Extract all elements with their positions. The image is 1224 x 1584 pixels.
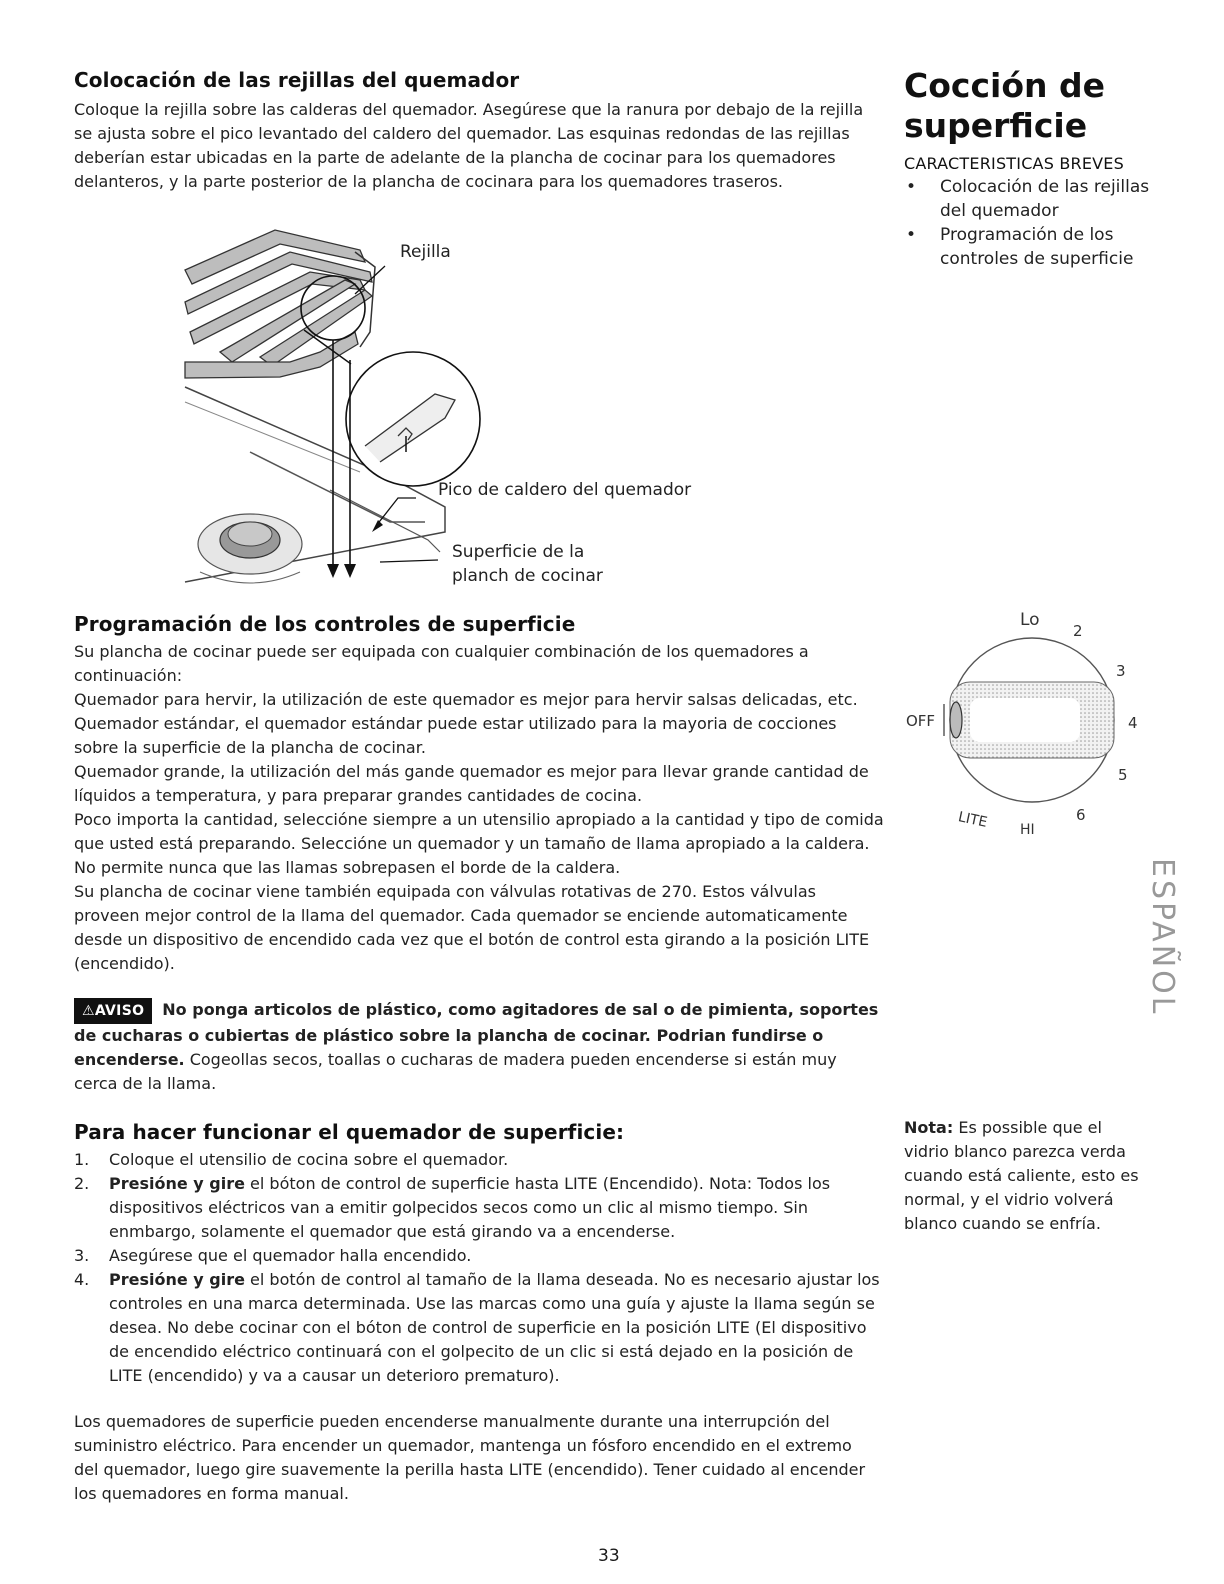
note-text: Es possible que el vidrio blanco parezca verda cuando está caliente, esto es normal, y el vidrio volverá blanco cuando se enfría. xyxy=(904,1118,1139,1233)
knob-label-5: 5 xyxy=(1118,766,1128,784)
note-block xyxy=(904,1116,1144,1236)
quick-features-list xyxy=(904,175,1154,271)
warning-icon: ⚠ xyxy=(82,1003,95,1019)
paragraph: Quemador estándar, el quemador estándar puede estar utilizado para la mayoria de cocciones sobre la superficie de la plancha de cocinar. xyxy=(74,714,837,757)
quick-features-heading: CARACTERISTICAS BREVES xyxy=(904,154,1124,173)
warning-block xyxy=(74,998,884,1096)
paragraph: Su plancha de cocinar viene también equipada con válvulas rotativas de 270. Estos válvulas proveen mejor control de la llama del quemador. Cada quemador se enciende automaticamente desde un dispositivo de encendido cada vez que el botón de control esta girando a la posición LITE (encendido). xyxy=(74,882,870,973)
knob-label-hi: HI xyxy=(1020,822,1035,838)
sidebar xyxy=(904,66,1204,271)
section-heading-surface-controls: Programación de los controles de superficie xyxy=(74,612,576,636)
list-item: 2. Presióne y gire el bóton de control de superficie hasta LITE (Encendido). Nota: Todos los dispositivos eléctricos van a emitir golpecidos secos como un clic al mismo tiempo. Sin enmbargo, solamente el quemador que está girando va a encenderse. xyxy=(74,1174,831,1241)
control-knob-diagram xyxy=(900,600,1160,840)
language-tab: ESPAÑOL xyxy=(1145,858,1180,1017)
paragraph: Poco importa la cantidad, seleccióne siempre a un utensilio apropiado a la cantidad y tipo de comida que usted está preparando. Seleccióne un quemador y un tamaño de llama apropiado a la caldera. No permite nunca que las llamas sobrepasen el borde de la caldera. xyxy=(74,810,884,877)
paragraph: Quemador grande, la utilización del más gande quemador es mejor para llevar grande cantidad de líquidos a temperatura, y para preparar grandes cantidades de cocina. xyxy=(74,762,869,805)
knob-label-off: OFF xyxy=(906,712,936,730)
grate-illustration xyxy=(180,222,740,594)
knob-label-6: 6 xyxy=(1076,806,1086,824)
label-burner-spout: Pico de caldero del quemador xyxy=(438,480,692,500)
grate-diagram xyxy=(180,222,740,594)
knob-label-lite: LITE xyxy=(956,809,989,831)
list-item: 4. Presióne y gire el botón de control al tamaño de la llama deseada. No es necesario ajustar los controles en una marca determinada. Use las marcas como una guía y ajuste la llama según se desea. No debe cocinar con el bóton de control de superficie en la posición LITE (El dispositivo de encendido eléctrico continuará con el golpecito de un clic si está dejado en la posición de LITE (encendido) y va a causar un deterioro prematuro). xyxy=(74,1270,880,1385)
paragraph: Quemador para hervir, la utilización de este quemador es mejor para hervir salsas delicadas, etc. xyxy=(74,690,858,709)
warning-text: Cogeollas secos, toallas o cucharas de madera pueden encenderse si están muy cerca de la llama. xyxy=(74,1050,837,1093)
knob-label-lo: Lo xyxy=(1020,610,1040,630)
list-item: 1. Coloque el utensilio de cocina sobre el quemador. xyxy=(74,1150,509,1169)
operate-steps-list xyxy=(74,1148,880,1388)
knob-illustration xyxy=(900,600,1160,840)
label-surface-line2: planch de cocinar xyxy=(452,566,603,586)
grate-placement-text: Coloque la rejilla sobre las calderas del quemador. Asegúrese que la ranura por debajo de la rejilla se ajusta sobre el pico levantado del caldero del quemador. Las esquinas redondas de las rejillas deberían estar ubicadas en la parte de adelante de la plancha de cocinar para los quemadores delanteros, y la parte posterior de la plancha de cocinara para los quemadores traseros. xyxy=(74,100,864,191)
knob-label-3: 3 xyxy=(1116,662,1126,680)
section-heading-grate-placement: Colocación de las rejillas del quemador xyxy=(74,68,520,92)
section-heading-operate-burner: Para hacer funcionar el quemador de superficie: xyxy=(74,1120,625,1144)
surface-controls-text xyxy=(74,640,884,976)
paragraph: Su plancha de cocinar puede ser equipada con cualquier combinación de los quemadores a continuación: xyxy=(74,642,809,685)
knob-label-2: 2 xyxy=(1073,622,1083,640)
warning-bold-text: No ponga articolos de plástico, como agitadores de sal o de pimienta, soportes de cucharas o cubiertas de plástico sobre la plancha de cocinar. Podrian fundirse o encenderse. xyxy=(74,1000,879,1069)
page-title: Cocción de superficie xyxy=(904,66,1105,145)
warning-badge-label: AVISO xyxy=(94,1003,145,1019)
note-label: Nota: xyxy=(904,1118,954,1137)
page-number: 33 xyxy=(598,1546,620,1566)
label-surface-line1: Superficie de la xyxy=(452,542,585,562)
knob-label-4: 4 xyxy=(1128,714,1138,732)
list-item: 3. Asegúrese que el quemador halla encendido. xyxy=(74,1246,472,1265)
label-grate: Rejilla xyxy=(400,242,451,262)
list-item: • Colocación de las rejillas del quemador xyxy=(904,175,1154,223)
manual-lighting-text: Los quemadores de superficie pueden encenderse manualmente durante una interrupción del suministro eléctrico. Para encender un quemador, mantenga un fósforo encendido en el extremo del quemador, luego gire suavemente la perilla hasta LITE (encendido). Tener cuidado al encender los quemadores en forma manual. xyxy=(74,1412,866,1503)
list-item: • Programación de los controles de superficie xyxy=(904,223,1154,271)
warning-badge xyxy=(74,998,152,1024)
